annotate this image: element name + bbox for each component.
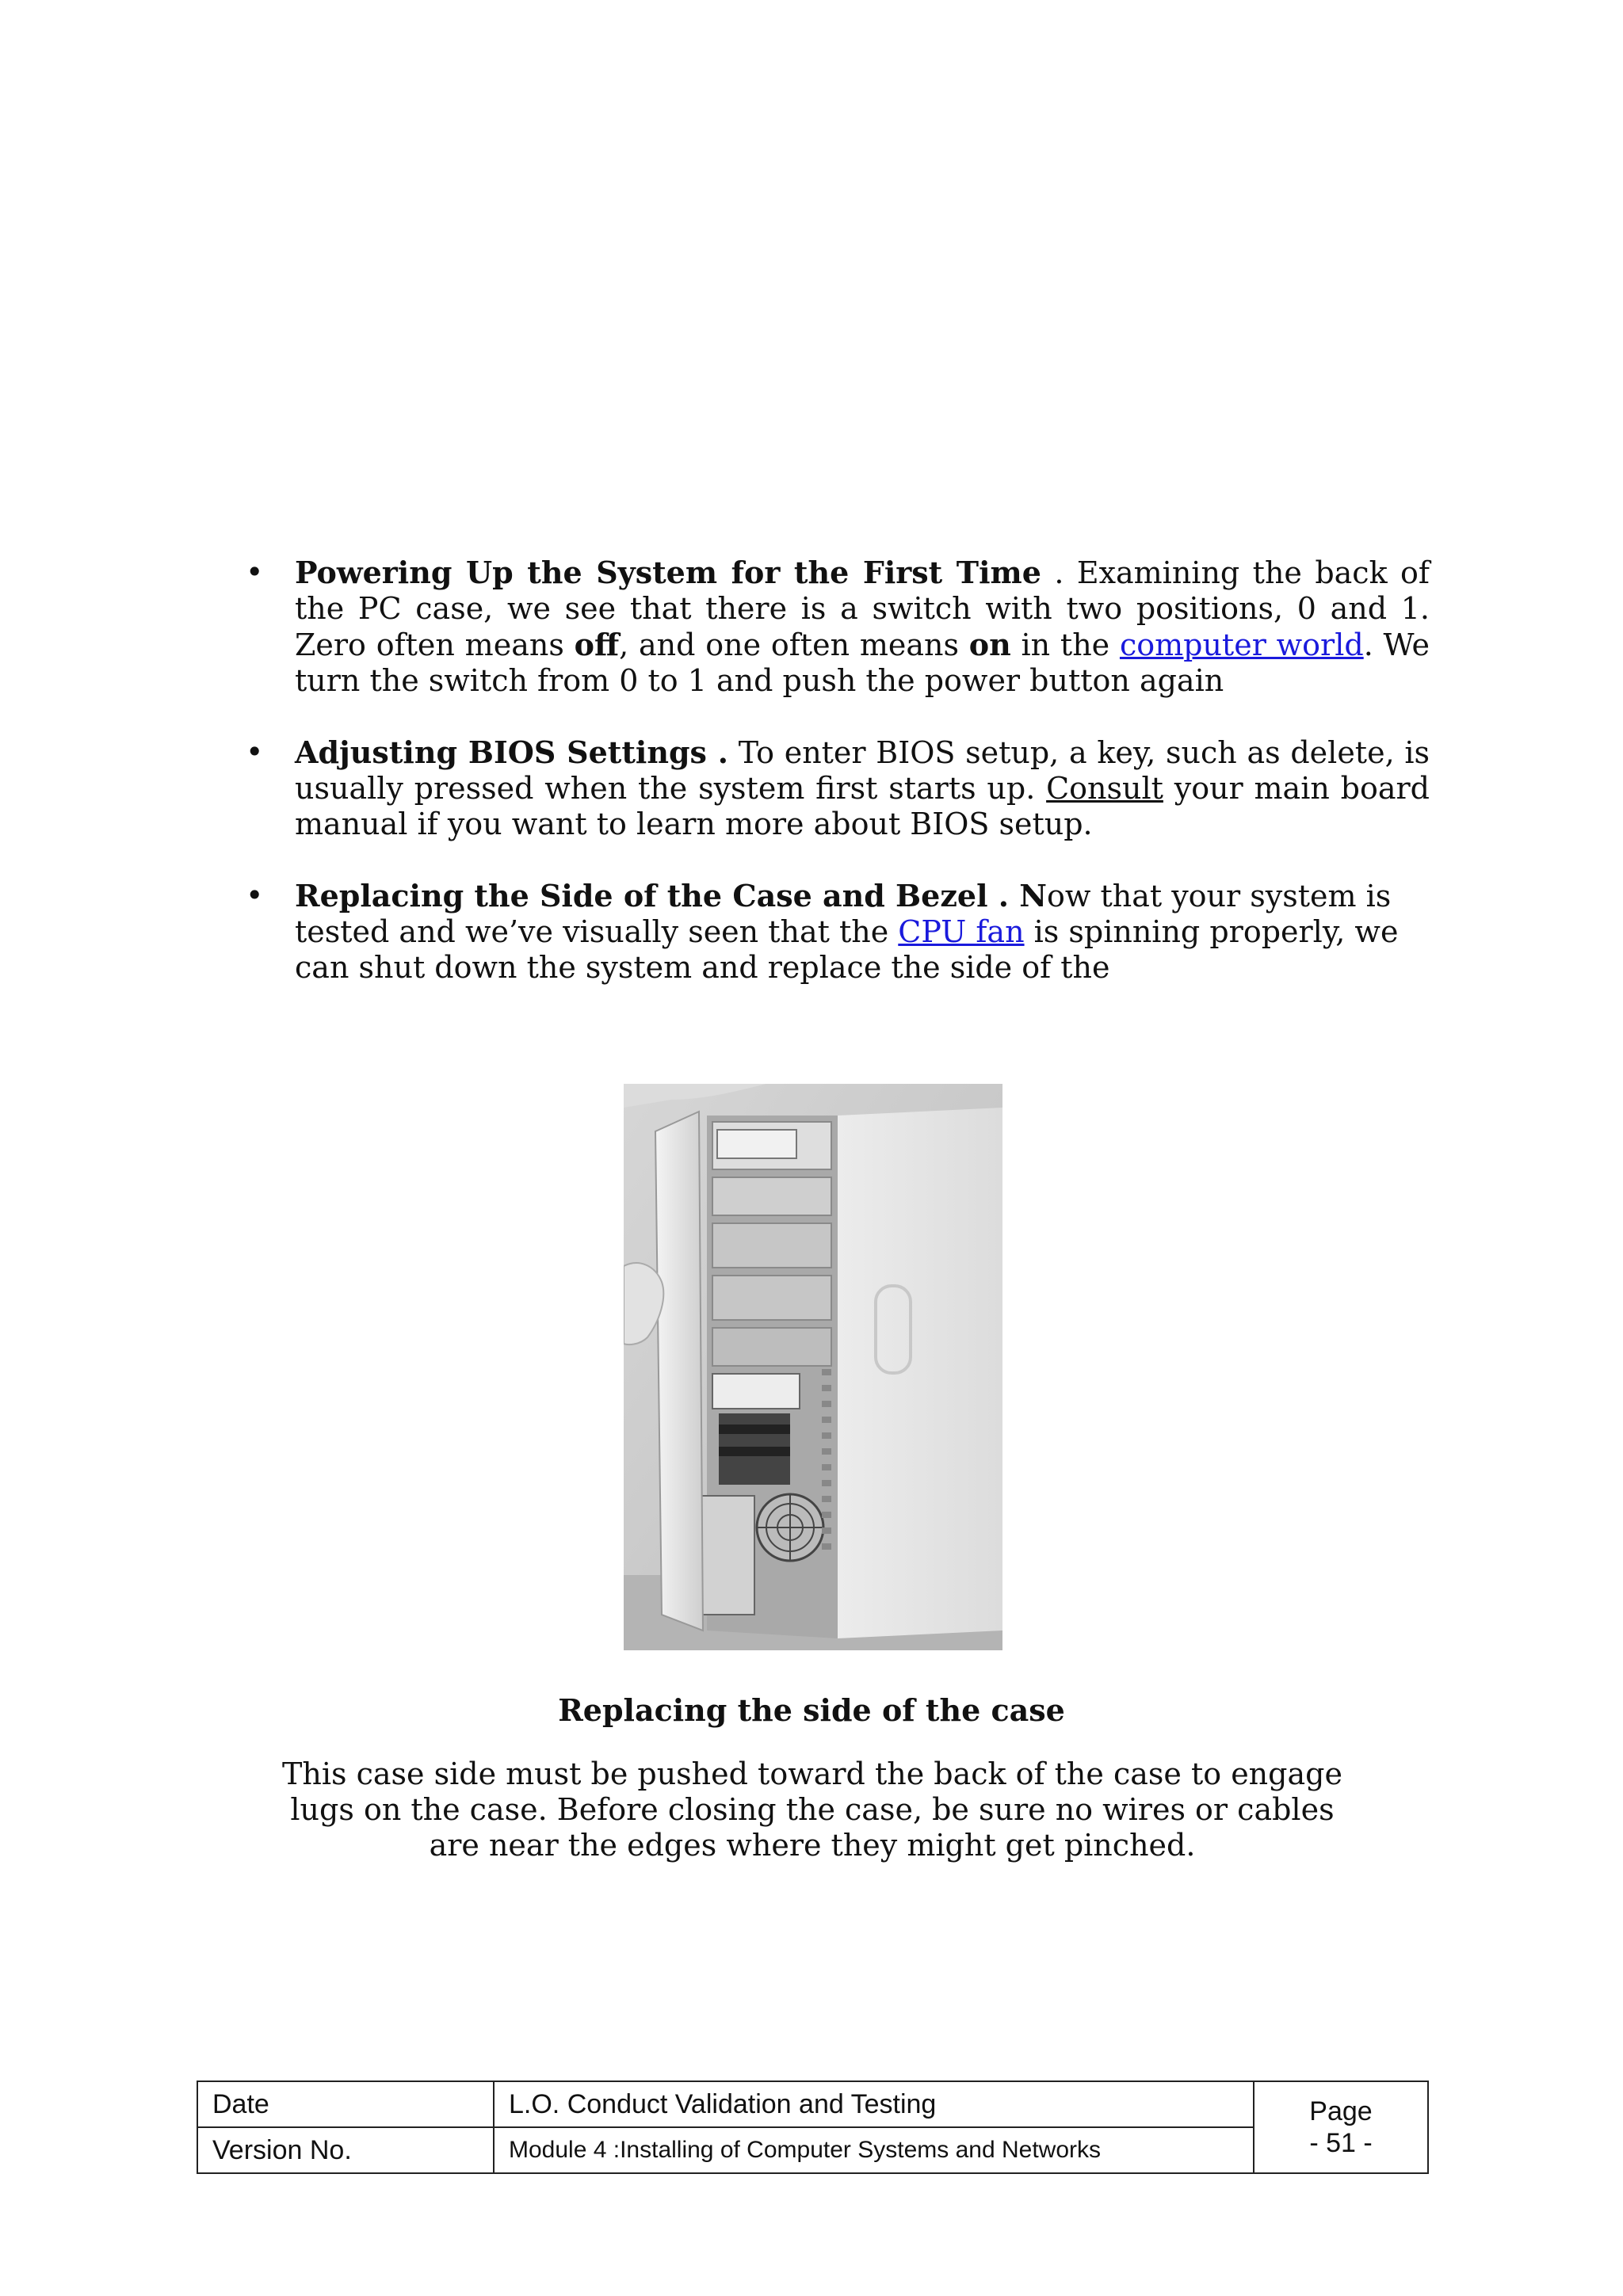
bullet-title: Powering Up the System for the First Time bbox=[295, 555, 1041, 590]
footer-learning-outcome: L.O. Conduct Validation and Testing bbox=[494, 2081, 1254, 2127]
bullet-replacing-side bbox=[238, 878, 1430, 986]
footer-page-cell bbox=[1254, 2081, 1428, 2173]
footer-module: Module 4 :Installing of Computer Systems and Networks bbox=[494, 2127, 1254, 2173]
bold-off: off bbox=[574, 627, 620, 662]
footer-page-label: Page bbox=[1309, 2096, 1373, 2126]
footer-date-label: Date bbox=[197, 2081, 494, 2127]
bullet-text: ow that your system is tested and we’ve visually seen that the bbox=[295, 879, 1392, 949]
underlined-consult: Consult bbox=[1046, 771, 1163, 806]
pc-case-illustration bbox=[624, 1084, 1002, 1650]
bullet-text: your main board manual if you want to learn more about BIOS setup. bbox=[295, 771, 1430, 841]
computer-world-link[interactable]: computer world bbox=[1119, 627, 1364, 662]
bullet-text: . We turn the switch from 0 to 1 and push the power button again bbox=[295, 627, 1430, 698]
footer-page-number: - 51 - bbox=[1309, 2128, 1373, 2158]
bullet-dot: • bbox=[246, 878, 264, 913]
bullet-list bbox=[238, 555, 1430, 986]
pc-case-photo bbox=[624, 1084, 1002, 1650]
bullet-text: , and one often means bbox=[619, 627, 969, 662]
bullet-title: Adjusting BIOS Settings . bbox=[295, 734, 729, 770]
footer-version-label: Version No. bbox=[197, 2127, 494, 2173]
bullet-title: Replacing the Side of the Case and Bezel . N bbox=[295, 878, 1047, 913]
bullet-powering-up bbox=[238, 555, 1430, 699]
bullet-dot: • bbox=[246, 734, 264, 769]
figure-caption-text: This case side must be pushed toward the back of the case to engage lugs on the case. Before closing the case, be sure no wires or cables are near the edges where they might get pinched. bbox=[282, 1756, 1342, 1863]
bullet-dot: • bbox=[246, 555, 264, 589]
figure-caption-title: Replacing the side of the case bbox=[558, 1692, 1065, 1728]
cpu-fan-link[interactable]: CPU fan bbox=[898, 914, 1025, 949]
bold-on: on bbox=[968, 627, 1011, 662]
bullet-text: is spinning properly, we can shut down the system and replace the side of the bbox=[295, 914, 1399, 985]
bullet-text: . Examining the back of the PC case, we see that there is a switch with two positions, 0 and 1. Zero often means bbox=[295, 555, 1430, 662]
bullet-text: in the bbox=[1010, 627, 1120, 662]
bullet-bios-settings bbox=[238, 734, 1430, 842]
bullet-text: To enter BIOS setup, a key, such as delete, is usually pressed when the system first starts up. bbox=[295, 735, 1430, 806]
footer-table bbox=[197, 2081, 1429, 2174]
